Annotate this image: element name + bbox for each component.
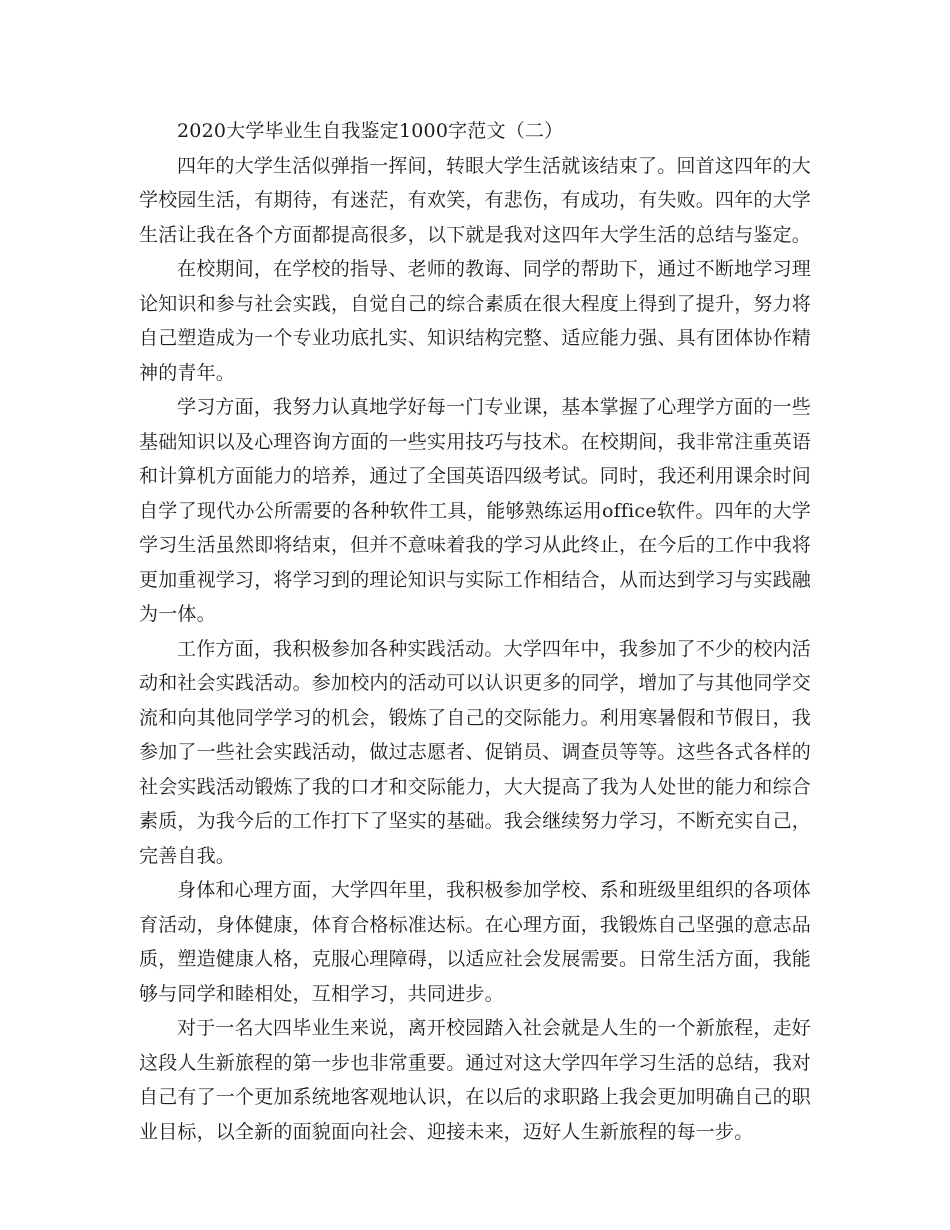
document-body — [139, 114, 811, 1149]
document-title: 2020大学毕业生自我鉴定1000字范文（二） — [177, 120, 564, 142]
paragraph-school-period: 在校期间，在学校的指导、老师的教诲、同学的帮助下，通过不断地学习理论知识和参与社会实践，自觉自己的综合素质在很大程度上得到了提升，努力将自己塑造成为一个专业功底扎实、知识结构完整、适应能力强、具有团体协作精神的青年。 — [139, 258, 812, 384]
paragraph-work: 工作方面，我积极参加各种实践活动。大学四年中，我参加了不少的校内活动和社会实践活动。参加校内的活动可以认识更多的同学，增加了与其他同学交流和向其他同学学习的机会，锻炼了自己的交际能力。利用寒暑假和节假日，我参加了一些社会实践活动，做过志愿者、促销员、调查员等等。这些各式各样的社会实践活动锻炼了我的口才和交际能力，大大提高了我为人处世的能力和综合素质，为我今后的工作打下了坚实的基础。我会继续努力学习，不断充实自己，完善自我。 — [139, 637, 812, 867]
paragraph-conclusion: 对于一名大四毕业生来说，离开校园踏入社会就是人生的一个新旅程，走好这段人生新旅程的第一步也非常重要。通过对这大学四年学习生活的总结，我对自己有了一个更加系统地客观地认识，在以后的求职路上我会更加明确自己的职业目标，以全新的面貌面向社会、迎接未来，迈好人生新旅程的每一步。 — [139, 1017, 812, 1143]
paragraph-study: 学习方面，我努力认真地学好每一门专业课，基本掌握了心理学方面的一些基础知识以及心理咨询方面的一些实用技巧与技术。在校期间，我非常注重英语和计算机方面能力的培养，通过了全国英语四级考试。同时，我还利用课余时间自学了现代办公所需要的各种软件工具，能够熟练运用office软件。四年的大学学习生活虽然即将结束，但并不意味着我的学习从此终止，在今后的工作中我将更加重视学习，将学习到的理论知识与实际工作相结合，从而达到学习与实践融为一体。 — [139, 396, 812, 625]
paragraph-health: 身体和心理方面，大学四年里，我积极参加学校、系和班级里组织的各项体育活动，身体健康，体育合格标准达标。在心理方面，我锻炼自己坚强的意志品质，塑造健康人格，克服心理障碍，以适应社会发展需要。日常生活方面，我能够与同学和睦相处，互相学习，共同进步。 — [139, 879, 812, 1005]
paragraph-intro: 四年的大学生活似弹指一挥间，转眼大学生活就该结束了。回首这四年的大学校园生活，有期待，有迷茫，有欢笑，有悲伤，有成功，有失败。四年的大学生活让我在各个方面都提高很多，以下就是我对这四年大学生活的总结与鉴定。 — [139, 154, 812, 246]
